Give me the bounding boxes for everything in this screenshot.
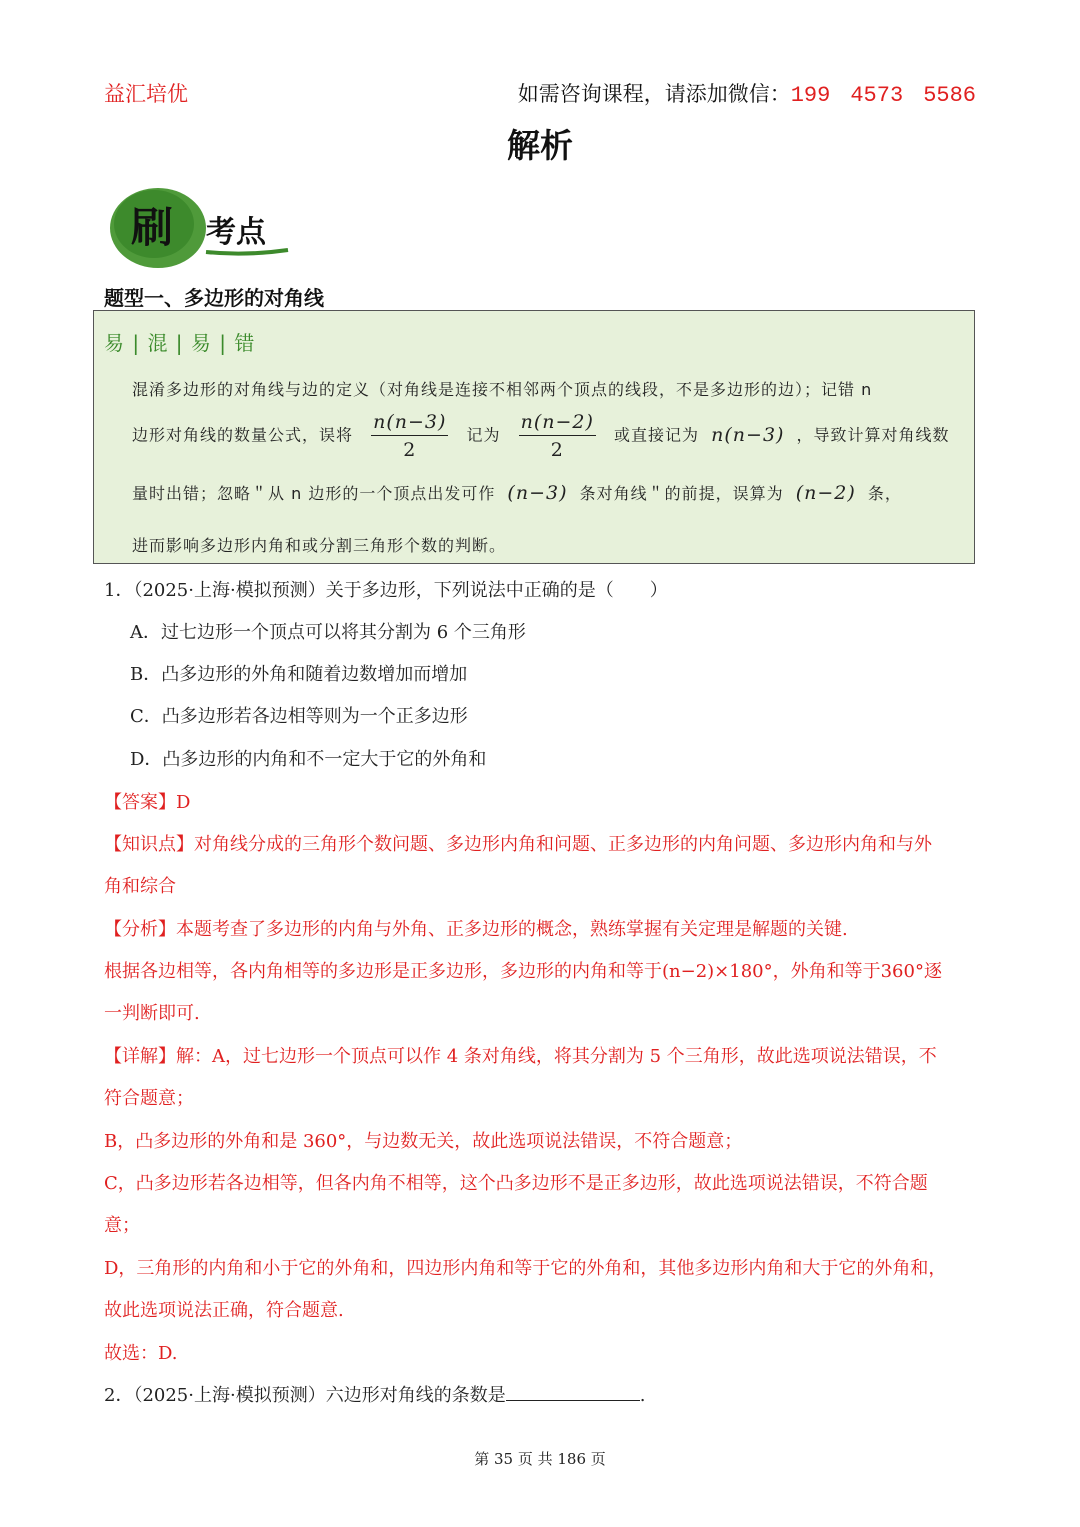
fraction-n-n-3-over-2 xyxy=(371,411,448,461)
analysis-cont-2: 一判断即可. xyxy=(104,1003,200,1024)
option-c: C．凸多边形若各边相等则为一个正多边形 xyxy=(130,706,468,727)
contact-prefix: 如需咨询课程，请添加微信： xyxy=(517,82,791,106)
question-2-end: . xyxy=(639,1385,646,1406)
section-title: 题型一、多边形的对角线 xyxy=(104,286,324,310)
question-1-stem: 1．（2025·上海·模拟预测）关于多边形，下列说法中正确的是（ ） xyxy=(104,580,668,601)
phone-part-1: 199 xyxy=(790,83,831,108)
detail-c: C，凸多边形若各边相等，但各内角不相等，这个凸多边形不是正多边形，故此选项说法错误，不符合题 xyxy=(104,1173,928,1194)
tip-text: 条， xyxy=(867,484,902,503)
option-b: B．凸多边形的外角和随着边数增加而增加 xyxy=(130,664,468,685)
answer-blank[interactable] xyxy=(506,1382,640,1401)
tip-box-heading: 易 | 混 | 易 | 错 xyxy=(104,331,256,355)
option-d: D．凸多边形的内角和不一定大于它的外角和 xyxy=(130,749,487,770)
fraction-denominator: 2 xyxy=(550,439,564,461)
contact-line xyxy=(518,78,976,108)
tip-text: 或直接记为 xyxy=(614,425,700,445)
tip-text: 量时出错；忽略＂从 n 边形的一个顶点出发可作 xyxy=(132,484,496,503)
math-expression: (n−2) xyxy=(795,482,856,504)
tip-text: 边形对角线的数量公式，误将 xyxy=(132,425,354,445)
detail-d: D，三角形的内角和小于它的外角和，四边形内角和等于它的外角和，其他多边形内角和大于它的外角和， xyxy=(104,1258,947,1279)
page-number: 第 35 页 共 186 页 xyxy=(474,1450,606,1468)
tip-line-4: 进而影响多边形内角和或分割三角形个数的判断。 xyxy=(132,536,507,555)
fraction-denominator: 2 xyxy=(403,439,417,461)
question-2-stem xyxy=(104,1381,645,1407)
option-a: A．过七边形一个顶点可以将其分割为 6 个三角形 xyxy=(130,622,526,643)
tip-text: 记为 xyxy=(466,425,501,445)
tip-line-2 xyxy=(132,411,950,461)
tip-text: 条对角线＂的前提，误算为 xyxy=(579,484,784,503)
fraction-numerator: n(n−2) xyxy=(519,411,596,436)
kaodian-badge-icon xyxy=(106,180,296,268)
math-expression: n(n−3) xyxy=(711,423,785,446)
page-title: 解析 xyxy=(507,126,573,165)
tip-text: ，导致计算对角线数 xyxy=(796,425,950,445)
question-2-text: 2．（2025·上海·模拟预测）六边形对角线的条数是 xyxy=(104,1385,506,1406)
fraction-n-n-2-over-2 xyxy=(519,411,596,461)
detail-b: B，凸多边形的外角和是 360°，与边数无关，故此选项说法错误，不符合题意； xyxy=(104,1131,743,1152)
brand-name: 益汇培优 xyxy=(104,82,188,106)
tip-box xyxy=(93,310,975,564)
detail-c-cont: 意； xyxy=(104,1215,140,1236)
math-expression: (n−3) xyxy=(507,482,568,504)
knowledge-points: 【知识点】对角线分成的三角形个数问题、多边形内角和问题、正多边形的内角问题、多边形内角和与外 xyxy=(104,834,932,855)
detail-cont: 符合题意； xyxy=(104,1088,194,1109)
analysis-cont: 根据各边相等，各内角相等的多边形是正多边形，多边形的内角和等于(n−2)×180°，外角和等于360°逐 xyxy=(104,961,942,982)
fraction-numerator: n(n−3) xyxy=(371,411,448,436)
badge-text: 考点 xyxy=(206,215,266,250)
detail: 【详解】解：A，过七边形一个顶点可以作 4 条对角线，将其分割为 5 个三角形，故此选项说法错误，不 xyxy=(104,1046,937,1067)
analysis: 【分析】本题考查了多边形的内角与外角、正多边形的概念，熟练掌握有关定理是解题的关键. xyxy=(104,919,848,940)
tip-line-3 xyxy=(132,481,902,504)
tip-line-1: 混淆多边形的对角线与边的定义（对角线是连接不相邻两个顶点的线段，不是多边形的边）；记错 n xyxy=(132,380,873,399)
answer: 【答案】D xyxy=(104,792,191,813)
knowledge-points-cont: 角和综合 xyxy=(104,876,176,897)
phone-part-3: 5586 xyxy=(923,83,976,108)
conclusion: 故选：D. xyxy=(104,1343,178,1364)
badge-char: 刷 xyxy=(130,203,174,252)
phone-part-2: 4573 xyxy=(850,83,904,108)
detail-d-cont: 故此选项说法正确，符合题意. xyxy=(104,1300,344,1321)
